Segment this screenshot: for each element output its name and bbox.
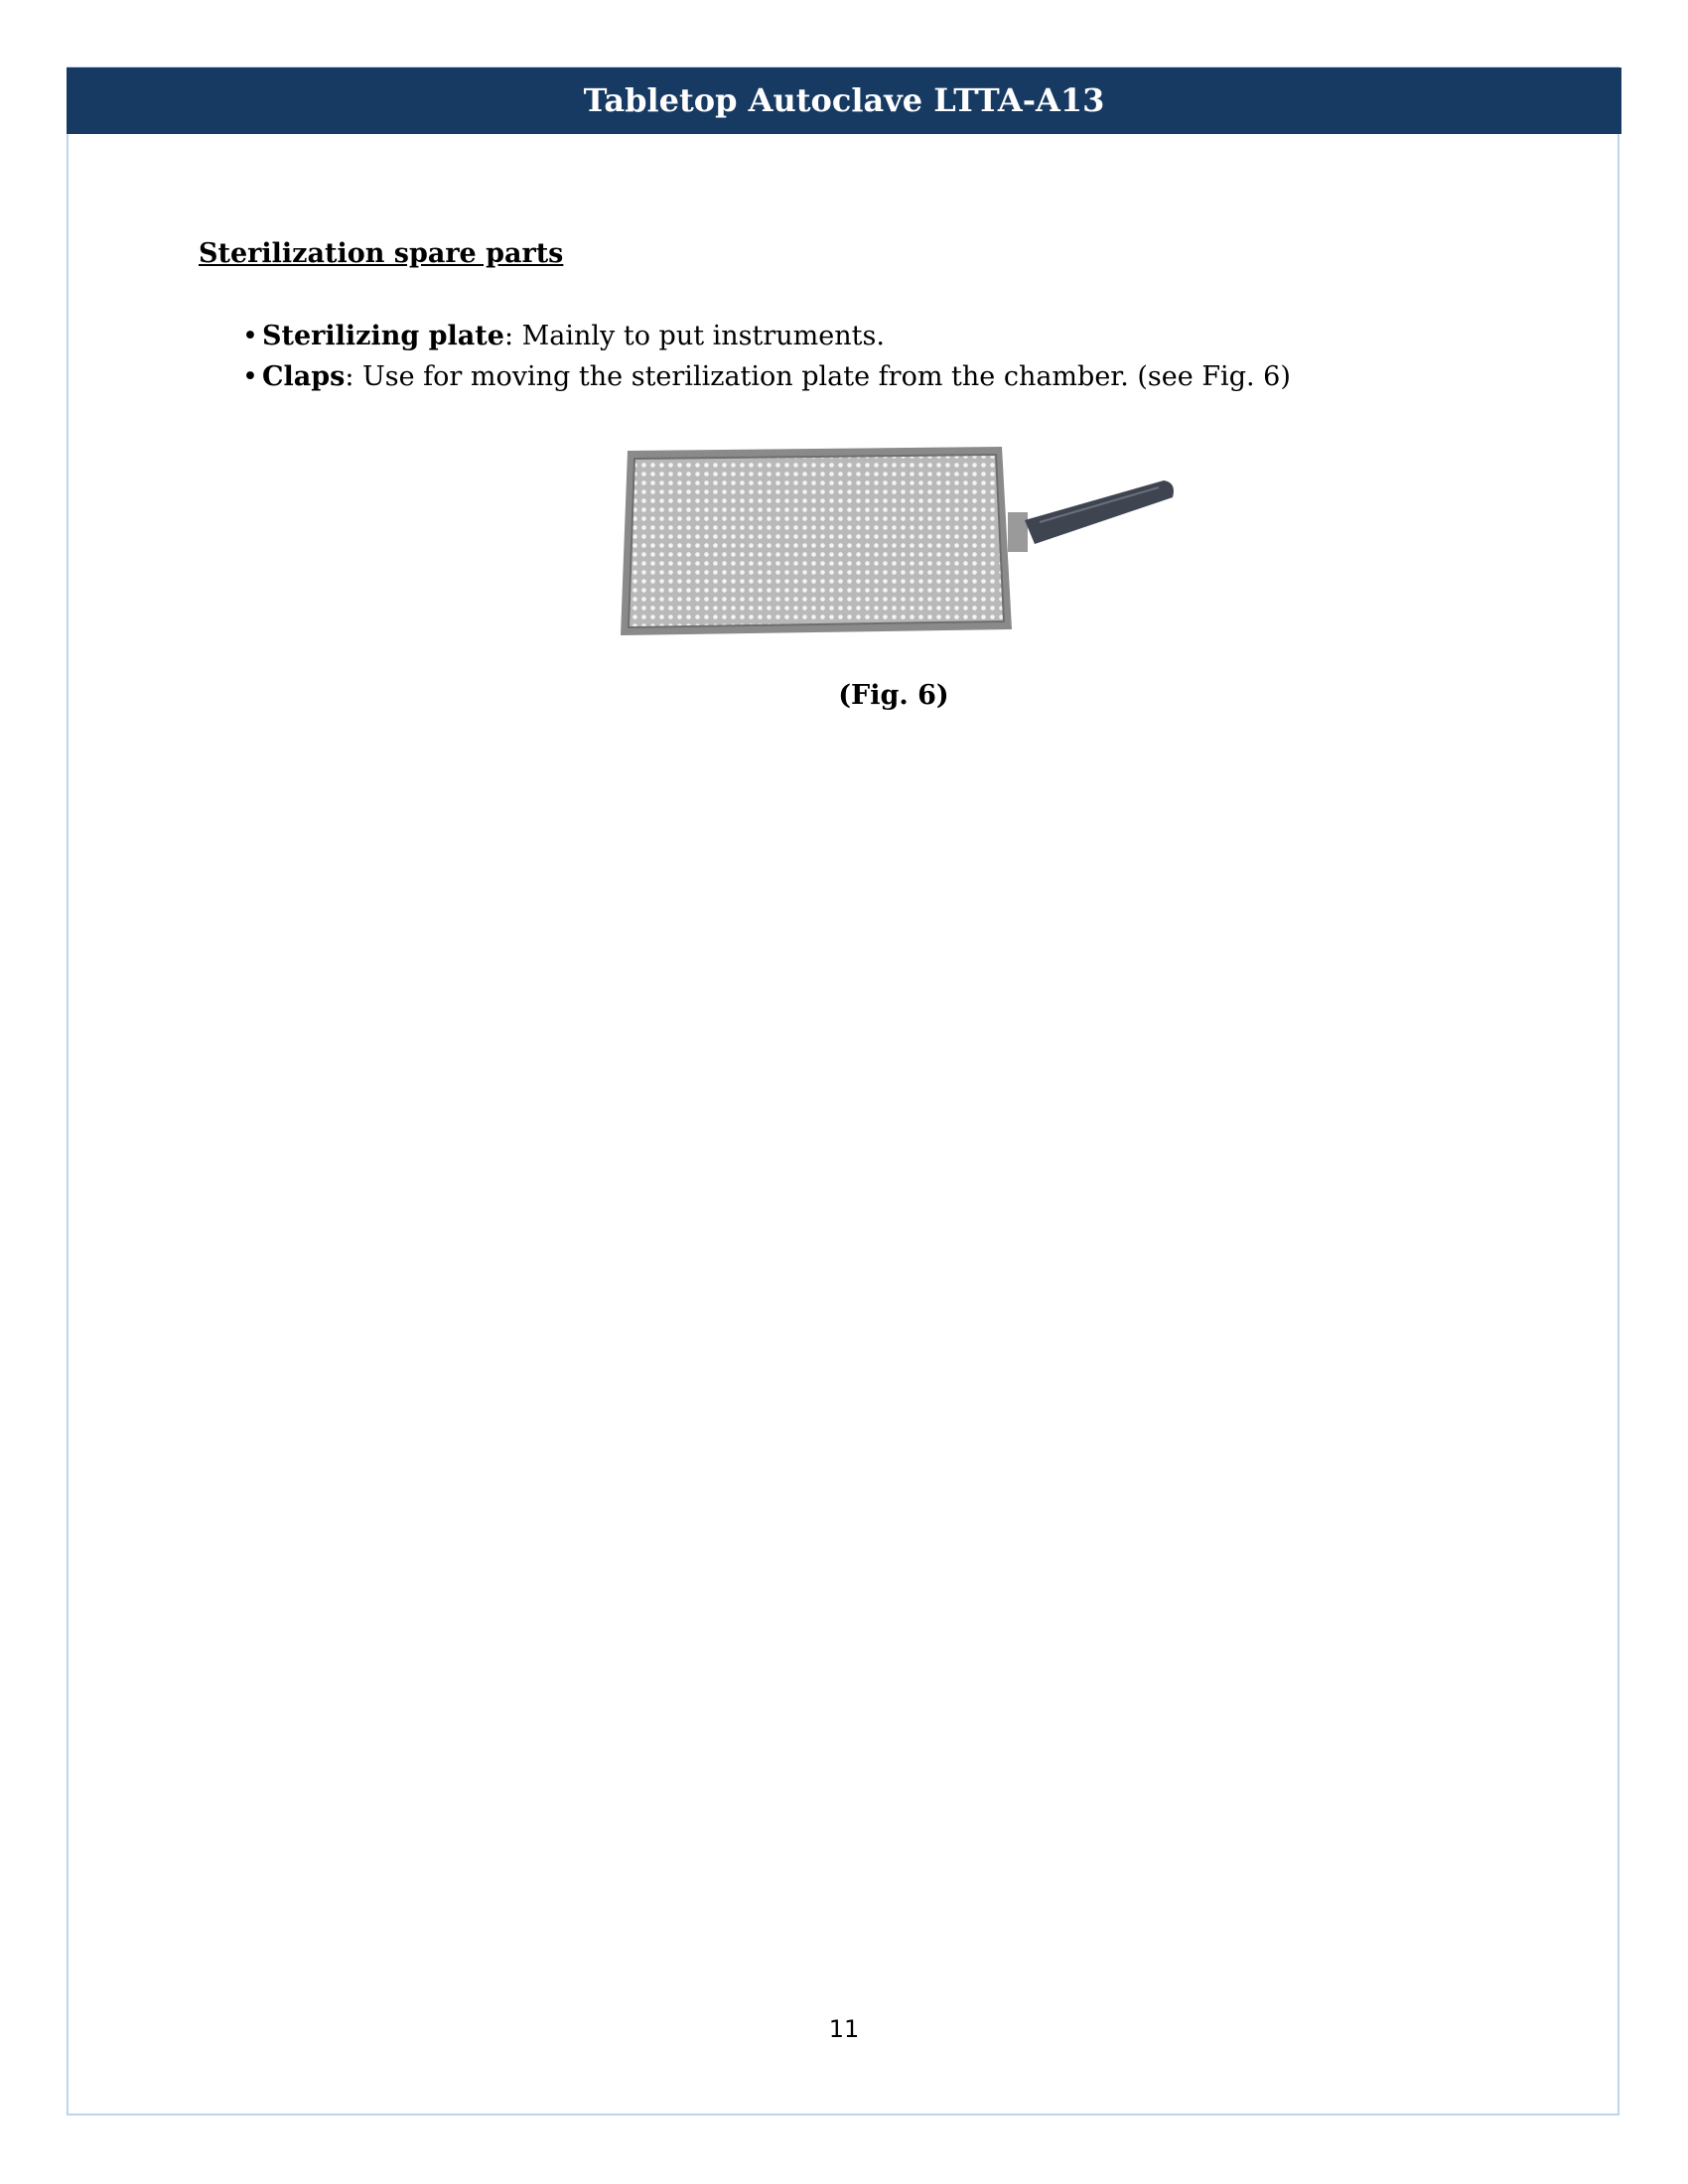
bullet-term: Claps — [262, 361, 346, 392]
bullet-text: : Mainly to put instruments. — [503, 321, 885, 351]
figure-caption: (Fig. 6) — [838, 680, 949, 711]
bullet-text: : Use for moving the sterilization plate from the chamber. (see Fig. 6) — [345, 361, 1291, 392]
section-heading: Sterilization spare parts — [199, 238, 564, 269]
page-number: 11 — [828, 2015, 860, 2043]
page-header — [67, 68, 1621, 134]
list-item — [242, 356, 1291, 397]
bullet-list — [242, 316, 1291, 397]
list-item — [242, 316, 1291, 356]
bullet-icon: • — [242, 321, 258, 351]
document-title: Tabletop Autoclave LTTA-A13 — [583, 81, 1105, 119]
sterilizing-plate-image — [613, 443, 1179, 641]
bullet-term: Sterilizing plate — [262, 321, 504, 351]
bullet-icon: • — [242, 361, 258, 392]
